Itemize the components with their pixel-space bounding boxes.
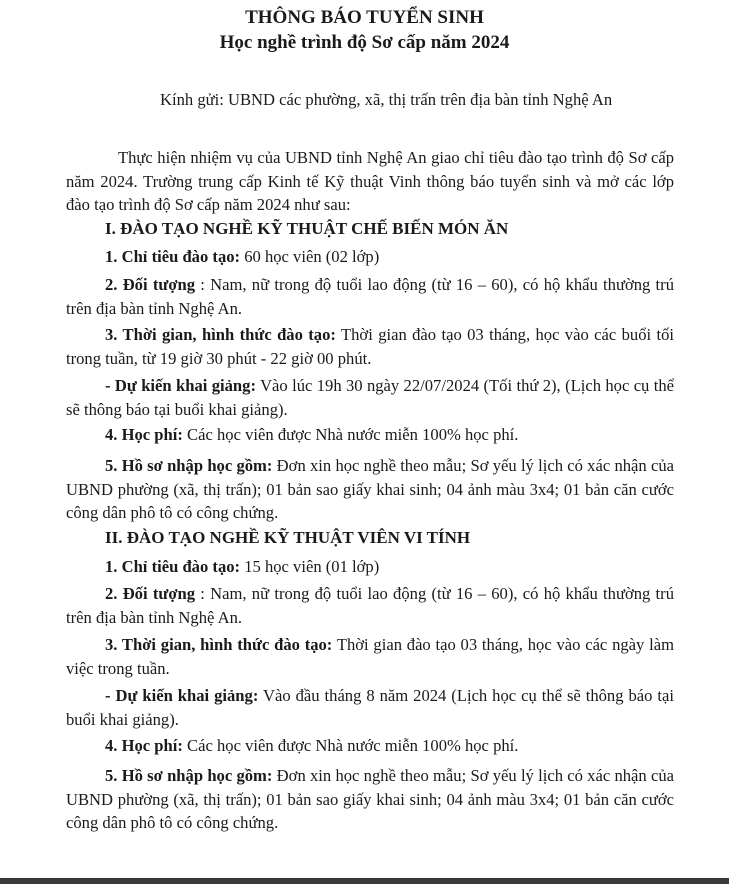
s2-time [66,633,674,680]
s2-time-label: 3. Thời gian, hình thức đào tạo: [105,635,333,654]
s2-target-label: 2. Đối tượng [105,584,196,603]
document-subtitle: Học nghề trình độ Sơ cấp năm 2024 [219,32,510,53]
s1-docs [66,454,674,525]
s1-docs-label: 5. Hồ sơ nhập học gồm: [105,456,273,475]
s1-quota [105,246,379,268]
s1-opening [66,374,674,421]
s2-fee [105,735,518,757]
s2-quota-label: 1. Chỉ tiêu đào tạo: [105,557,241,576]
s1-fee [105,424,518,446]
s2-target-text: : Nam, nữ trong độ tuổi lao động (từ 16 – 60), có hộ khẩu thường trú trên địa bàn tỉnh Nghệ An. [66,584,674,627]
s2-opening-label: - Dự kiến khai giảng: [105,686,259,705]
s2-target [66,582,674,629]
s1-docs-text: Đơn xin học nghề theo mẫu; Sơ yếu lý lịch có xác nhận của UBND phường (xã, thị trấn); 01 bản sao giấy khai sinh; 04 ảnh màu 3x4; 01 bản căn cước công dân phô tô có công chứng. [66,456,675,522]
s1-time-text: Thời gian đào tạo 03 tháng, học vào các buổi tối trong tuần, từ 19 giờ 30 phút - 22 giờ 00 phút. [66,325,674,368]
document-title: THÔNG BÁO TUYỂN SINH [245,7,484,28]
s2-opening-text: Vào đầu tháng 8 năm 2024 (Lịch học cụ thể sẽ thông báo tại buổi khai giảng). [66,686,674,729]
s1-target-label: 2. Đối tượng [105,275,196,294]
s2-docs-text: Đơn xin học nghề theo mẫu; Sơ yếu lý lịch có xác nhận của UBND phường (xã, thị trấn); 01 bản sao giấy khai sinh; 04 ảnh màu 3x4; 01 bản căn cước công dân phô tô có công chứng. [66,766,675,832]
s2-time-text: Thời gian đào tạo 03 tháng, học vào các ngày làm việc trong tuần. [66,635,674,678]
section-1-heading: I. ĐÀO TẠO NGHỀ KỸ THUẬT CHẾ BIẾN MÓN ĂN [105,219,509,238]
s2-opening [66,684,674,731]
s1-target-text: : Nam, nữ trong độ tuổi lao động (từ 16 – 60), có hộ khẩu thường trú trên địa bàn tỉnh Nghệ An. [66,275,674,318]
s1-target [66,273,674,320]
s1-fee-text: Các học viên được Nhà nước miễn 100% học phí. [182,425,519,444]
s1-quota-label: 1. Chỉ tiêu đào tạo: [105,247,241,266]
s2-quota-text: 15 học viên (01 lớp) [240,557,380,576]
recipient-line: Kính gửi: UBND các phường, xã, thị trấn trên địa bàn tỉnh Nghệ An [160,90,613,109]
intro-paragraph: Thực hiện nhiệm vụ của UBND tỉnh Nghệ An giao chỉ tiêu đào tạo trình độ Sơ cấp năm 2024. Trường trung cấp Kinh tế Kỹ thuật Vinh thông báo tuyển sinh và mở các lớp đào tạo trình độ Sơ cấp năm 2024 như sau: [66,148,674,214]
s2-docs [66,764,674,835]
s1-opening-label: - Dự kiến khai giảng: [105,376,256,395]
s2-quota [105,556,379,578]
s2-docs-label: 5. Hồ sơ nhập học gồm: [105,766,273,785]
section-2-heading: II. ĐÀO TẠO NGHỀ KỸ THUẬT VIÊN VI TÍNH [105,528,471,547]
s1-quota-text: 60 học viên (02 lớp) [240,247,380,266]
s1-fee-label: 4. Học phí: [105,425,183,444]
s2-fee-label: 4. Học phí: [105,736,183,755]
s1-opening-text: Vào lúc 19h 30 ngày 22/07/2024 (Tối thứ 2), (Lịch học cụ thể sẽ thông báo tại buổi khai giảng). [66,376,674,419]
s2-fee-text: Các học viên được Nhà nước miễn 100% học phí. [182,736,519,755]
s1-time [66,323,674,370]
s1-time-label: 3. Thời gian, hình thức đào tạo: [105,325,336,344]
page-bottom-border [0,878,729,884]
